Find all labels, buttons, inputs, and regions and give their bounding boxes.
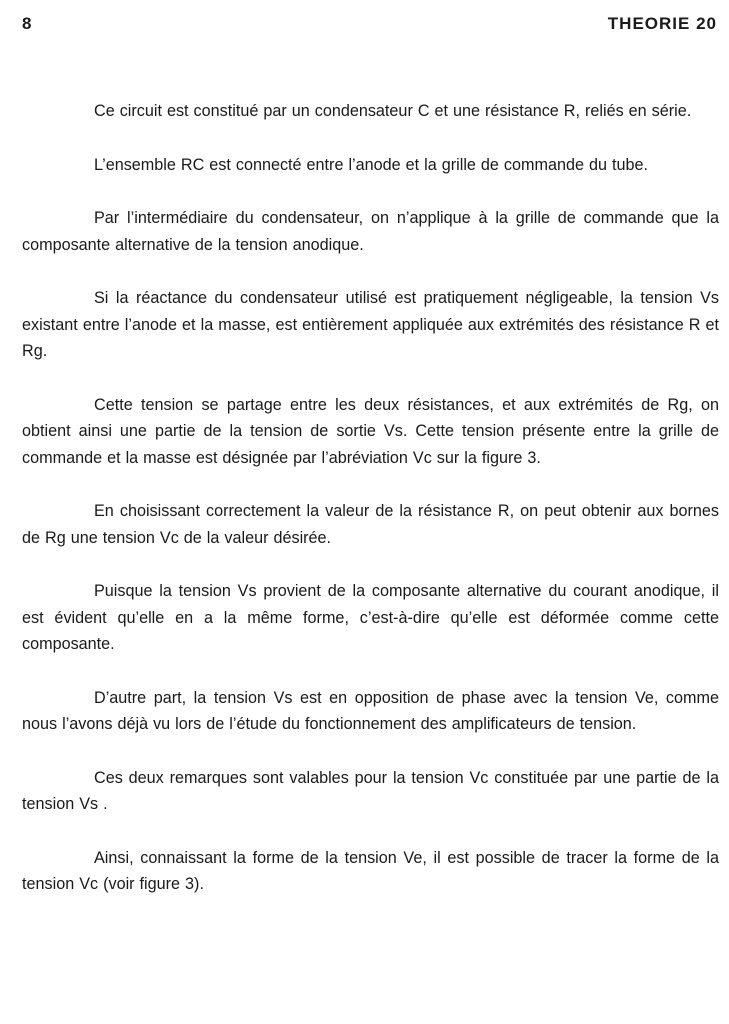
paragraph-8: D’autre part, la tension Vs est en opposition de phase avec la tension Ve, comme nous l’avons déjà vu lors de l’étude du fonctionnement des amplificateurs de tension. bbox=[22, 688, 719, 733]
paragraph-4: Si la réactance du condensateur utilisé est pratiquement négligeable, la tension Vs existant entre l’anode et la masse, est entièrement appliquée aux extrémités des résistance R et Rg. bbox=[22, 289, 719, 360]
paragraph-7: Puisque la tension Vs provient de la composante alternative du courant anodique, il est évident qu’elle en a la même forme, c’est-à-dire qu’elle est déformée comme cette composante. bbox=[22, 582, 719, 653]
section-title: THEORIE 20 bbox=[607, 14, 717, 33]
paragraph-5: Cette tension se partage entre les deux résistances, et aux extrémités de Rg, on obtient ainsi une partie de la tension de sortie Vs. Cette tension présente entre la grille de commande et la masse est désignée par l’abréviation Vc sur la figure 3. bbox=[22, 395, 719, 467]
page-body bbox=[22, 98, 719, 925]
paragraph-3: Par l’intermédiaire du condensateur, on n’applique à la grille de commande que la composante alternative de la tension anodique. bbox=[22, 209, 719, 254]
paragraph-1: Ce circuit est constitué par un condensateur C et une résistance R, reliés en série. bbox=[94, 102, 692, 120]
paragraph-10: Ainsi, connaissant la forme de la tension Ve, il est possible de tracer la forme de la tension Vc (voir figure 3). bbox=[22, 848, 719, 893]
paragraph-9: Ces deux remarques sont valables pour la tension Vc constituée par une partie de la tension Vs . bbox=[22, 768, 719, 813]
page-number: 8 bbox=[22, 14, 33, 33]
page-header bbox=[22, 14, 717, 38]
paragraph-2: L’ensemble RC est connecté entre l’anode et la grille de commande du tube. bbox=[94, 155, 649, 174]
paragraph-6: En choisissant correctement la valeur de la résistance R, on peut obtenir aux bornes de Rg une tension Vc de la valeur désirée. bbox=[22, 502, 719, 547]
